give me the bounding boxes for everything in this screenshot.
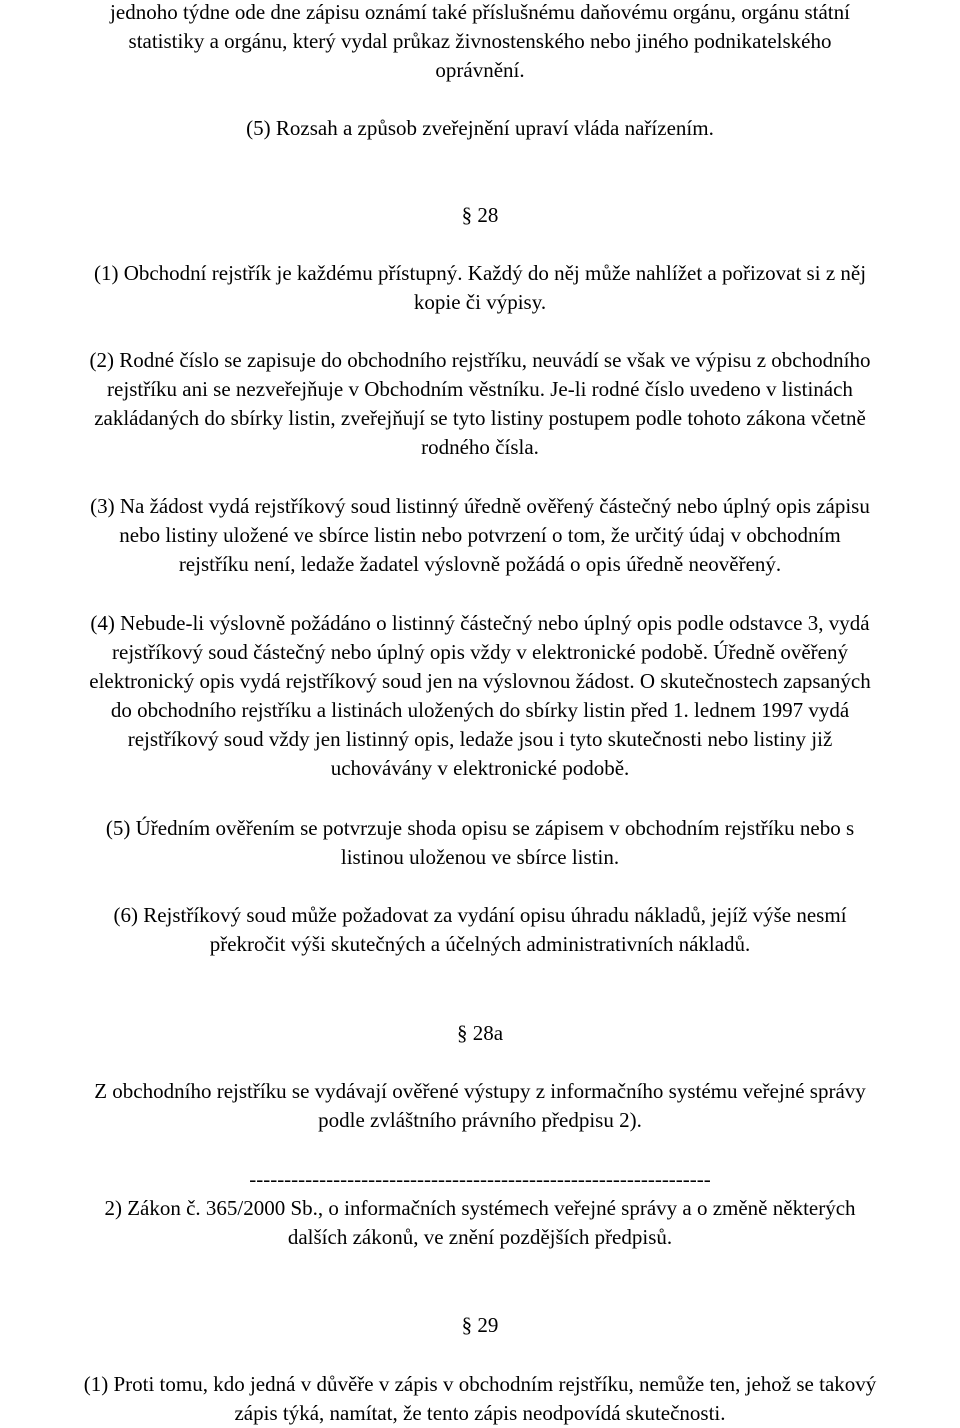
text-line: kopie či výpisy. bbox=[413, 290, 547, 314]
section-heading: § 28 bbox=[461, 203, 499, 227]
text-line: statistiky a orgánu, který vydal průkaz živnostenského nebo jiného podnikatelského bbox=[128, 29, 832, 53]
text-line: nebo listiny uložené ve sbírce listin nebo potvrzení o tom, že určitý údaj v obchodním bbox=[119, 523, 841, 547]
section-28-paragraph-2 bbox=[0, 346, 960, 462]
separator-line: ------------------------------------------------------------------ bbox=[249, 1167, 711, 1191]
text-line: zakládaných do sbírky listin, zveřejňují se tyto listiny postupem podle tohoto zákona včetně bbox=[94, 406, 866, 430]
text-line: rodného čísla. bbox=[421, 435, 539, 459]
intro-paragraph bbox=[0, 0, 960, 85]
text-line: (5) Rozsah a způsob zveřejnění upraví vláda nařízením. bbox=[246, 116, 714, 140]
text-line: (3) Na žádost vydá rejstříkový soud listinný úředně ověřený částečný nebo úplný opis zápisu bbox=[90, 494, 870, 518]
text-line: rejstříkový soud částečný nebo úplný opis vždy v elektronické podobě. Úředně ověřený bbox=[112, 640, 848, 664]
text-line: oprávnění. bbox=[435, 58, 525, 82]
text-line: rejstříkový soud vždy jen listinný opis, ledaže jsou i tyto skutečnosti nebo listiny již bbox=[127, 727, 833, 751]
section-heading: § 28a bbox=[456, 1021, 504, 1045]
section-29-paragraph-1 bbox=[0, 1370, 960, 1428]
text-line: elektronický opis vydá rejstříkový soud jen na výslovnou žádost. O skutečnostech zapsaných bbox=[89, 669, 871, 693]
text-line: (5) Úředním ověřením se potvrzuje shoda opisu se zápisem v obchodním rejstříku nebo s bbox=[105, 816, 855, 840]
text-line: jednoho týdne ode dne zápisu oznámí také příslušnému daňovému orgánu, orgánu státní bbox=[110, 0, 850, 24]
text-line: podle zvláštního právního předpisu 2). bbox=[318, 1108, 642, 1132]
section-28-paragraph-5 bbox=[0, 814, 960, 872]
text-line: (6) Rejstříkový soud může požadovat za vydání opisu úhradu nákladů, jejíž výše nesmí bbox=[113, 903, 847, 927]
section-28-paragraph-4 bbox=[0, 609, 960, 783]
text-line: listinou uloženou ve sbírce listin. bbox=[340, 845, 620, 869]
section-29-heading bbox=[0, 1311, 960, 1340]
paragraph-rozsah bbox=[0, 114, 960, 143]
section-28a-body bbox=[0, 1077, 960, 1135]
text-line: překročit výši skutečných a účelných administrativních nákladů. bbox=[209, 932, 751, 956]
section-28a-heading bbox=[0, 1019, 960, 1048]
text-line: dalších zákonů, ve znění pozdějších předpisů. bbox=[287, 1225, 673, 1249]
section-28-paragraph-3 bbox=[0, 492, 960, 579]
text-line: rejstříku není, ledaže žadatel výslovně požádá o opis úředně neověřený. bbox=[178, 552, 782, 576]
text-line: (4) Nebude-li výslovně požádáno o listinný částečný nebo úplný opis podle odstavce 3, vydá bbox=[90, 611, 870, 635]
section-heading: § 29 bbox=[461, 1313, 499, 1337]
text-line: 2) Zákon č. 365/2000 Sb., o informačních systémech veřejné správy a o změně některých bbox=[104, 1196, 856, 1220]
text-line: do obchodního rejstříku a listinách uložených do sbírky listin před 1. lednem 1997 vydá bbox=[110, 698, 850, 722]
section-28-paragraph-6 bbox=[0, 901, 960, 959]
text-line: (1) Proti tomu, kdo jedná v důvěře v zápis v obchodním rejstříku, nemůže ten, jehož se takový bbox=[83, 1372, 877, 1396]
text-line: (2) Rodné číslo se zapisuje do obchodního rejstříku, neuvádí se však ve výpisu z obchodního bbox=[89, 348, 871, 372]
text-line: (1) Obchodní rejstřík je každému přístupný. Každý do něj může nahlížet a pořizovat si z něj bbox=[93, 261, 867, 285]
text-line: zápis týká, namítat, že tento zápis neodpovídá skutečnosti. bbox=[234, 1401, 726, 1425]
section-28-heading bbox=[0, 201, 960, 230]
footnote bbox=[0, 1194, 960, 1252]
text-line: Z obchodního rejstříku se vydávají ověřené výstupy z informačního systému veřejné správy bbox=[94, 1079, 866, 1103]
footnote-separator bbox=[0, 1165, 960, 1194]
text-line: rejstříku ani se nezveřejňuje v Obchodním věstníku. Je-li rodné číslo uvedeno v listinách bbox=[107, 377, 853, 401]
text-line: uchovávány v elektronické podobě. bbox=[330, 756, 630, 780]
section-28-paragraph-1 bbox=[0, 259, 960, 317]
